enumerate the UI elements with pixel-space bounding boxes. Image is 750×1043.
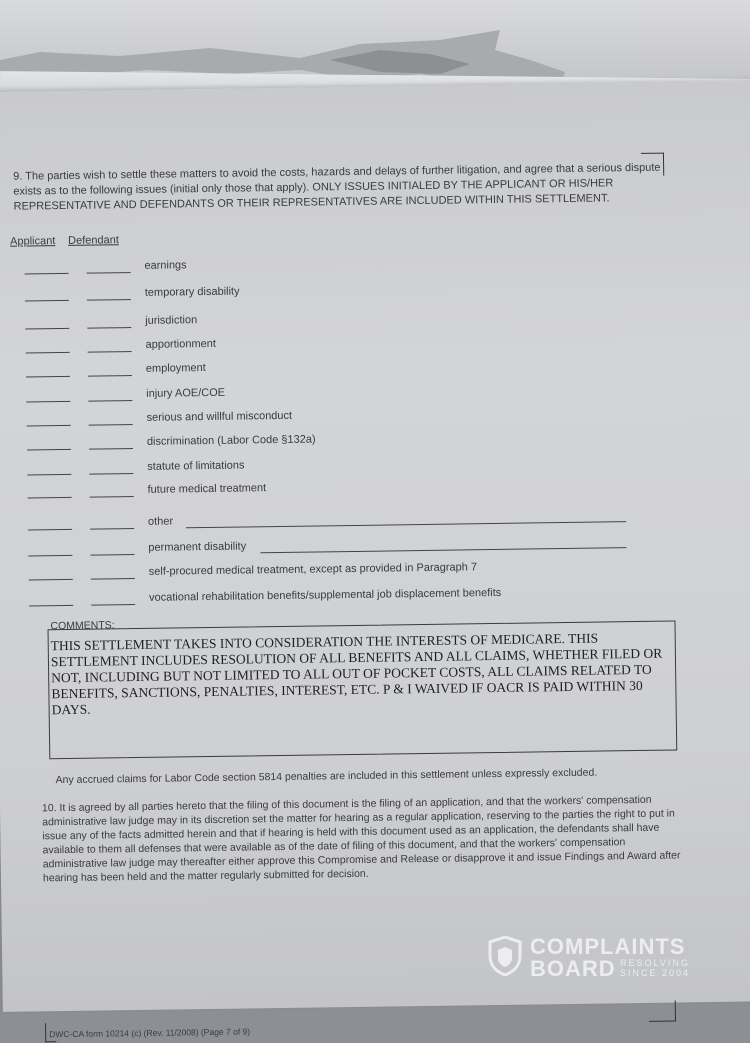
defendant-initial-blank[interactable] [90, 554, 134, 556]
issue-row-temporary-disability [25, 280, 665, 309]
defendant-initial-blank[interactable] [89, 424, 133, 426]
defendant-initial-blank[interactable] [89, 473, 133, 475]
applicant-initial-blank[interactable] [26, 376, 70, 378]
defendant-initial-blank[interactable] [91, 578, 135, 580]
applicant-initial-blank[interactable] [27, 474, 71, 476]
paragraph-9: 9. The parties wish to settle these matters to avoid the costs, hazards and delays of further litigation, and agree that a serious dispute exists as to the following issues (initial only those that apply). ONLY ISSUES INITIALED BY THE APPLICANT OR HIS/HER REPRESENTATIVE AND DEFENDANTS OR THEIR REPRESENTATIVES ARE INCLUDED WITHIN THIS SETTLEMENT. [13, 161, 661, 213]
issue-label: employment [145, 362, 206, 375]
defendant-initial-blank[interactable] [88, 400, 132, 402]
permanent-disability-fill-line[interactable] [260, 547, 626, 553]
defendant-initial-blank[interactable] [91, 604, 135, 606]
defendant-initial-blank[interactable] [89, 448, 133, 450]
defendant-initial-blank[interactable] [90, 496, 134, 498]
issue-row-earnings [24, 253, 664, 282]
shield-icon [488, 936, 522, 976]
watermark-sub1: RESOLVING [620, 958, 690, 968]
issue-label: other [147, 515, 174, 528]
issue-label: temporary disability [144, 285, 240, 299]
comments-text: THIS SETTLEMENT TAKES INTO CONSIDERATION THE INTERESTS OF MEDICARE. THIS SETTLEMENT INCLUDES RESOLUTION OF ALL BENEFITS AND ALL CLAIMS, WHETHER FILED OR NOT, INCLUDING BUT NOT LIMITED TO ALL OUT OF POCKET COSTS, ALL CLAIMS RELATED TO BENEFITS, SANCTIONS, PENALTIES, INTEREST, ETC. P & I WAIVED IF OACR IS PAID WITHIN 30 DAYS. [50, 630, 663, 718]
comments-box [48, 620, 678, 759]
corner-mark-bottom [649, 1001, 676, 1022]
paragraph-10: 10. It is agreed by all parties hereto that the filing of this document is the filing of an application, and that the workers' compensation administrative law judge may in its discretion set the matter for hearing as a regular application, reserving to the parties the right to put in issue any of the facts admitted herein and that if hearing is held with this document used as an application, the defendants shall have available to them all defenses that were available as of the date of filing of this document, and that the workers' compensation administrative law judge may thereafter either approve this Compromise and Release or disapprove it and issue Findings and Award after hearing has been held and the matter regularly submitted for decision. [41, 793, 681, 885]
defendant-initial-blank[interactable] [88, 351, 132, 353]
applicant-initial-blank[interactable] [28, 529, 72, 531]
applicant-initial-blank[interactable] [28, 497, 72, 499]
applicant-initial-blank[interactable] [26, 401, 70, 403]
issue-label: jurisdiction [145, 314, 198, 327]
watermark-sub2: SINCE 2004 [620, 968, 691, 978]
comments-label: COMMENTS: [50, 619, 115, 633]
document-page [0, 81, 750, 1040]
issue-row-other [28, 509, 668, 538]
applicant-initial-blank[interactable] [25, 273, 69, 275]
issue-label: serious and willful misconduct [146, 409, 293, 424]
issue-label: apportionment [145, 337, 216, 351]
defendant-initial-blank[interactable] [87, 272, 131, 274]
issue-label: permanent disability [148, 540, 247, 554]
issue-row-self-procured-medical [29, 559, 669, 588]
defendant-initial-blank[interactable] [87, 327, 131, 329]
other-fill-line[interactable] [186, 521, 626, 528]
applicant-initial-blank[interactable] [25, 300, 69, 302]
applicant-initial-blank[interactable] [29, 605, 73, 607]
defendant-header: Defendant [68, 234, 119, 247]
applicant-initial-blank[interactable] [26, 352, 70, 354]
watermark-subtitle [620, 958, 690, 978]
applicant-initial-blank[interactable] [29, 579, 73, 581]
accrued-claims-note: Any accrued claims for Labor Code section 5814 penalties are included in this settlement unless expressly excluded. [55, 766, 598, 787]
applicant-header: Applicant [10, 235, 56, 248]
defendant-initial-blank[interactable] [87, 299, 131, 301]
issue-label: self-procured medical treatment, except as provided in Paragraph 7 [148, 561, 478, 578]
complaints-board-watermark [488, 934, 708, 984]
form-footer: DWC-CA form 10214 (c) (Rev. 11/2008) (Page 7 of 9) [49, 1026, 251, 1040]
issue-row-vocational-rehabilitation [29, 585, 669, 614]
watermark-line2: BOARD [530, 956, 616, 981]
defendant-initial-blank[interactable] [88, 375, 132, 377]
applicant-initial-blank[interactable] [27, 449, 71, 451]
issue-row-discrimination [27, 429, 667, 458]
issue-label: vocational rehabilitation benefits/supplemental job displacement benefits [148, 586, 502, 604]
watermark-line1: COMPLAINTS [530, 934, 686, 959]
issue-label: earnings [144, 259, 187, 272]
applicant-initial-blank[interactable] [25, 328, 69, 330]
issue-row-employment [26, 356, 666, 385]
applicant-initial-blank[interactable] [27, 425, 71, 427]
applicant-initial-blank[interactable] [28, 555, 72, 557]
issue-label: injury AOE/COE [146, 386, 226, 400]
issue-label: future medical treatment [147, 482, 267, 496]
issue-label: discrimination (Labor Code §132a) [146, 433, 316, 448]
defendant-initial-blank[interactable] [90, 528, 134, 530]
issue-label: statute of limitations [147, 459, 245, 473]
